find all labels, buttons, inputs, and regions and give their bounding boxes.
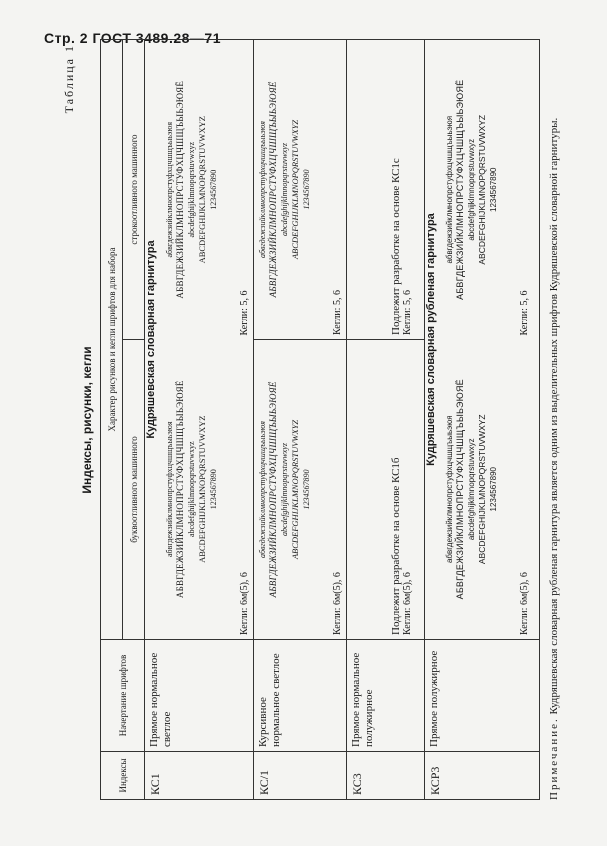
page-header: Стр. 2 ГОСТ 3489.28—71	[44, 30, 221, 46]
table-row	[347, 40, 425, 800]
row-name: Прямое нормальное светлое	[145, 640, 254, 752]
note-hand: Подлежит разработке на основе КС1б Кегли: 6м(5), 6	[347, 340, 425, 640]
col-header-line: строкоотливного машинного	[123, 40, 145, 340]
fonts-table	[100, 39, 540, 800]
table-row	[425, 40, 540, 800]
table-row	[145, 40, 254, 800]
table-heading: Индексы, рисунки, кегли	[80, 346, 94, 494]
row-index: КСР3	[425, 752, 540, 800]
section-title: Кудряшевская словарная гарнитура	[145, 240, 157, 439]
row-index: КС1	[145, 752, 254, 800]
col-header-index: Индексы	[101, 752, 145, 800]
row-name: Курсивное нормальное светлое	[254, 640, 347, 752]
col-header-hand: буквоотливного машинного	[123, 340, 145, 640]
col-header-name: Начертание шрифтов	[101, 640, 145, 752]
col-header-group: Характер рисунков и кегли шрифтов для набора	[101, 40, 123, 640]
row-index: КС3	[347, 752, 425, 800]
row-name: Прямое нормальное полужирное	[347, 640, 425, 752]
sample-hand: абвгдежзийклмнопрстуфхцчшщъыьэюя АБВГДЕЖЗИЙКЛМНОПРСТУФХЦЧШЩЪЫЬЭЮЯЁ abcdefghijklmnopqrstuvwxyz ABCDEFGHIJKLMNOPQRSTUVWXYZ 1234567890 Кегли: 6м(5), 6	[165, 380, 250, 635]
row-name: Прямое полужирное	[425, 640, 540, 752]
footnote-label: Примечание.	[548, 717, 560, 800]
sample-line: абвгдежзийклмнопрстуфхцчшщъыьэюя АБВГДЕЖЗИЙКЛМНОПРСТУФХЦЧШЩЪЫЬЭЮЯЁ abcdefghijklmnopqrstuvwxyz ABCDEFGHIJKLMNOPQRSTUVWXYZ 1234567890 Кегли: 5, 6	[445, 79, 530, 336]
sample-line: абвгдежзийклмнопрстуфхцчшщъыьэюя АБВГДЕЖЗИЙКЛМНОПРСТУФХЦЧШЩЪЫЬЭЮЯЁ abcdefghijklmnopqrstuvwxyz ABCDEFGHIJKLMNOPQRSTUVWXYZ 1234567890 Кегли: 5, 6	[165, 80, 250, 336]
footnote	[548, 40, 560, 800]
row-index: КС/1	[254, 752, 347, 800]
table-label: Таблица 1	[62, 44, 76, 114]
sample-hand: абвгдежзийклмнопрстуфхцчшщъыьэюя АБВГДЕЖЗИЙКЛМНОПРСТУФХЦЧШЩЪЫЬЭЮЯЁ abcdefghijklmnopqrstuvwxyz ABCDEFGHIJKLMNOPQRSTUVWXYZ 1234567890 Кегли: 6м(5), 6	[445, 379, 530, 635]
footnote-text: Кудряшевская словарная рубленая гарнитура является одним из выделительных шрифтов Кудряшевской словарной гарнитуры.	[548, 117, 560, 715]
note-line: Подлежит разработке на основе КС1с Кегли: 5, 6	[347, 40, 425, 340]
section-title: Кудряшевская словарная рубленая гарнитура	[425, 213, 437, 466]
sample-hand: абвгдежзийклмнопрстуфхцчшщъыьэюя АБВГДЕЖЗИЙКЛМНОПРСТУФХЦЧШЩЪЫЬЭЮЯЁ abcdefghijklmnopqrstuvwxyz ABCDEFGHIJKLMNOPQRSTUVWXYZ 1234567890 Кегли: 6м(5), 6	[254, 340, 347, 640]
rotated-content	[62, 40, 582, 800]
table-row	[254, 40, 347, 800]
sample-line: абвгдежзийклмнопрстуфхцчшщъыьэюя АБВГДЕЖЗИЙКЛМНОПРСТУФХЦЧШЩЪЫЬЭЮЯЁ abcdefghijklmnopqrstuvwxyz ABCDEFGHIJKLMNOPQRSTUVWXYZ 1234567890 Кегли: 5, 6	[254, 40, 347, 340]
